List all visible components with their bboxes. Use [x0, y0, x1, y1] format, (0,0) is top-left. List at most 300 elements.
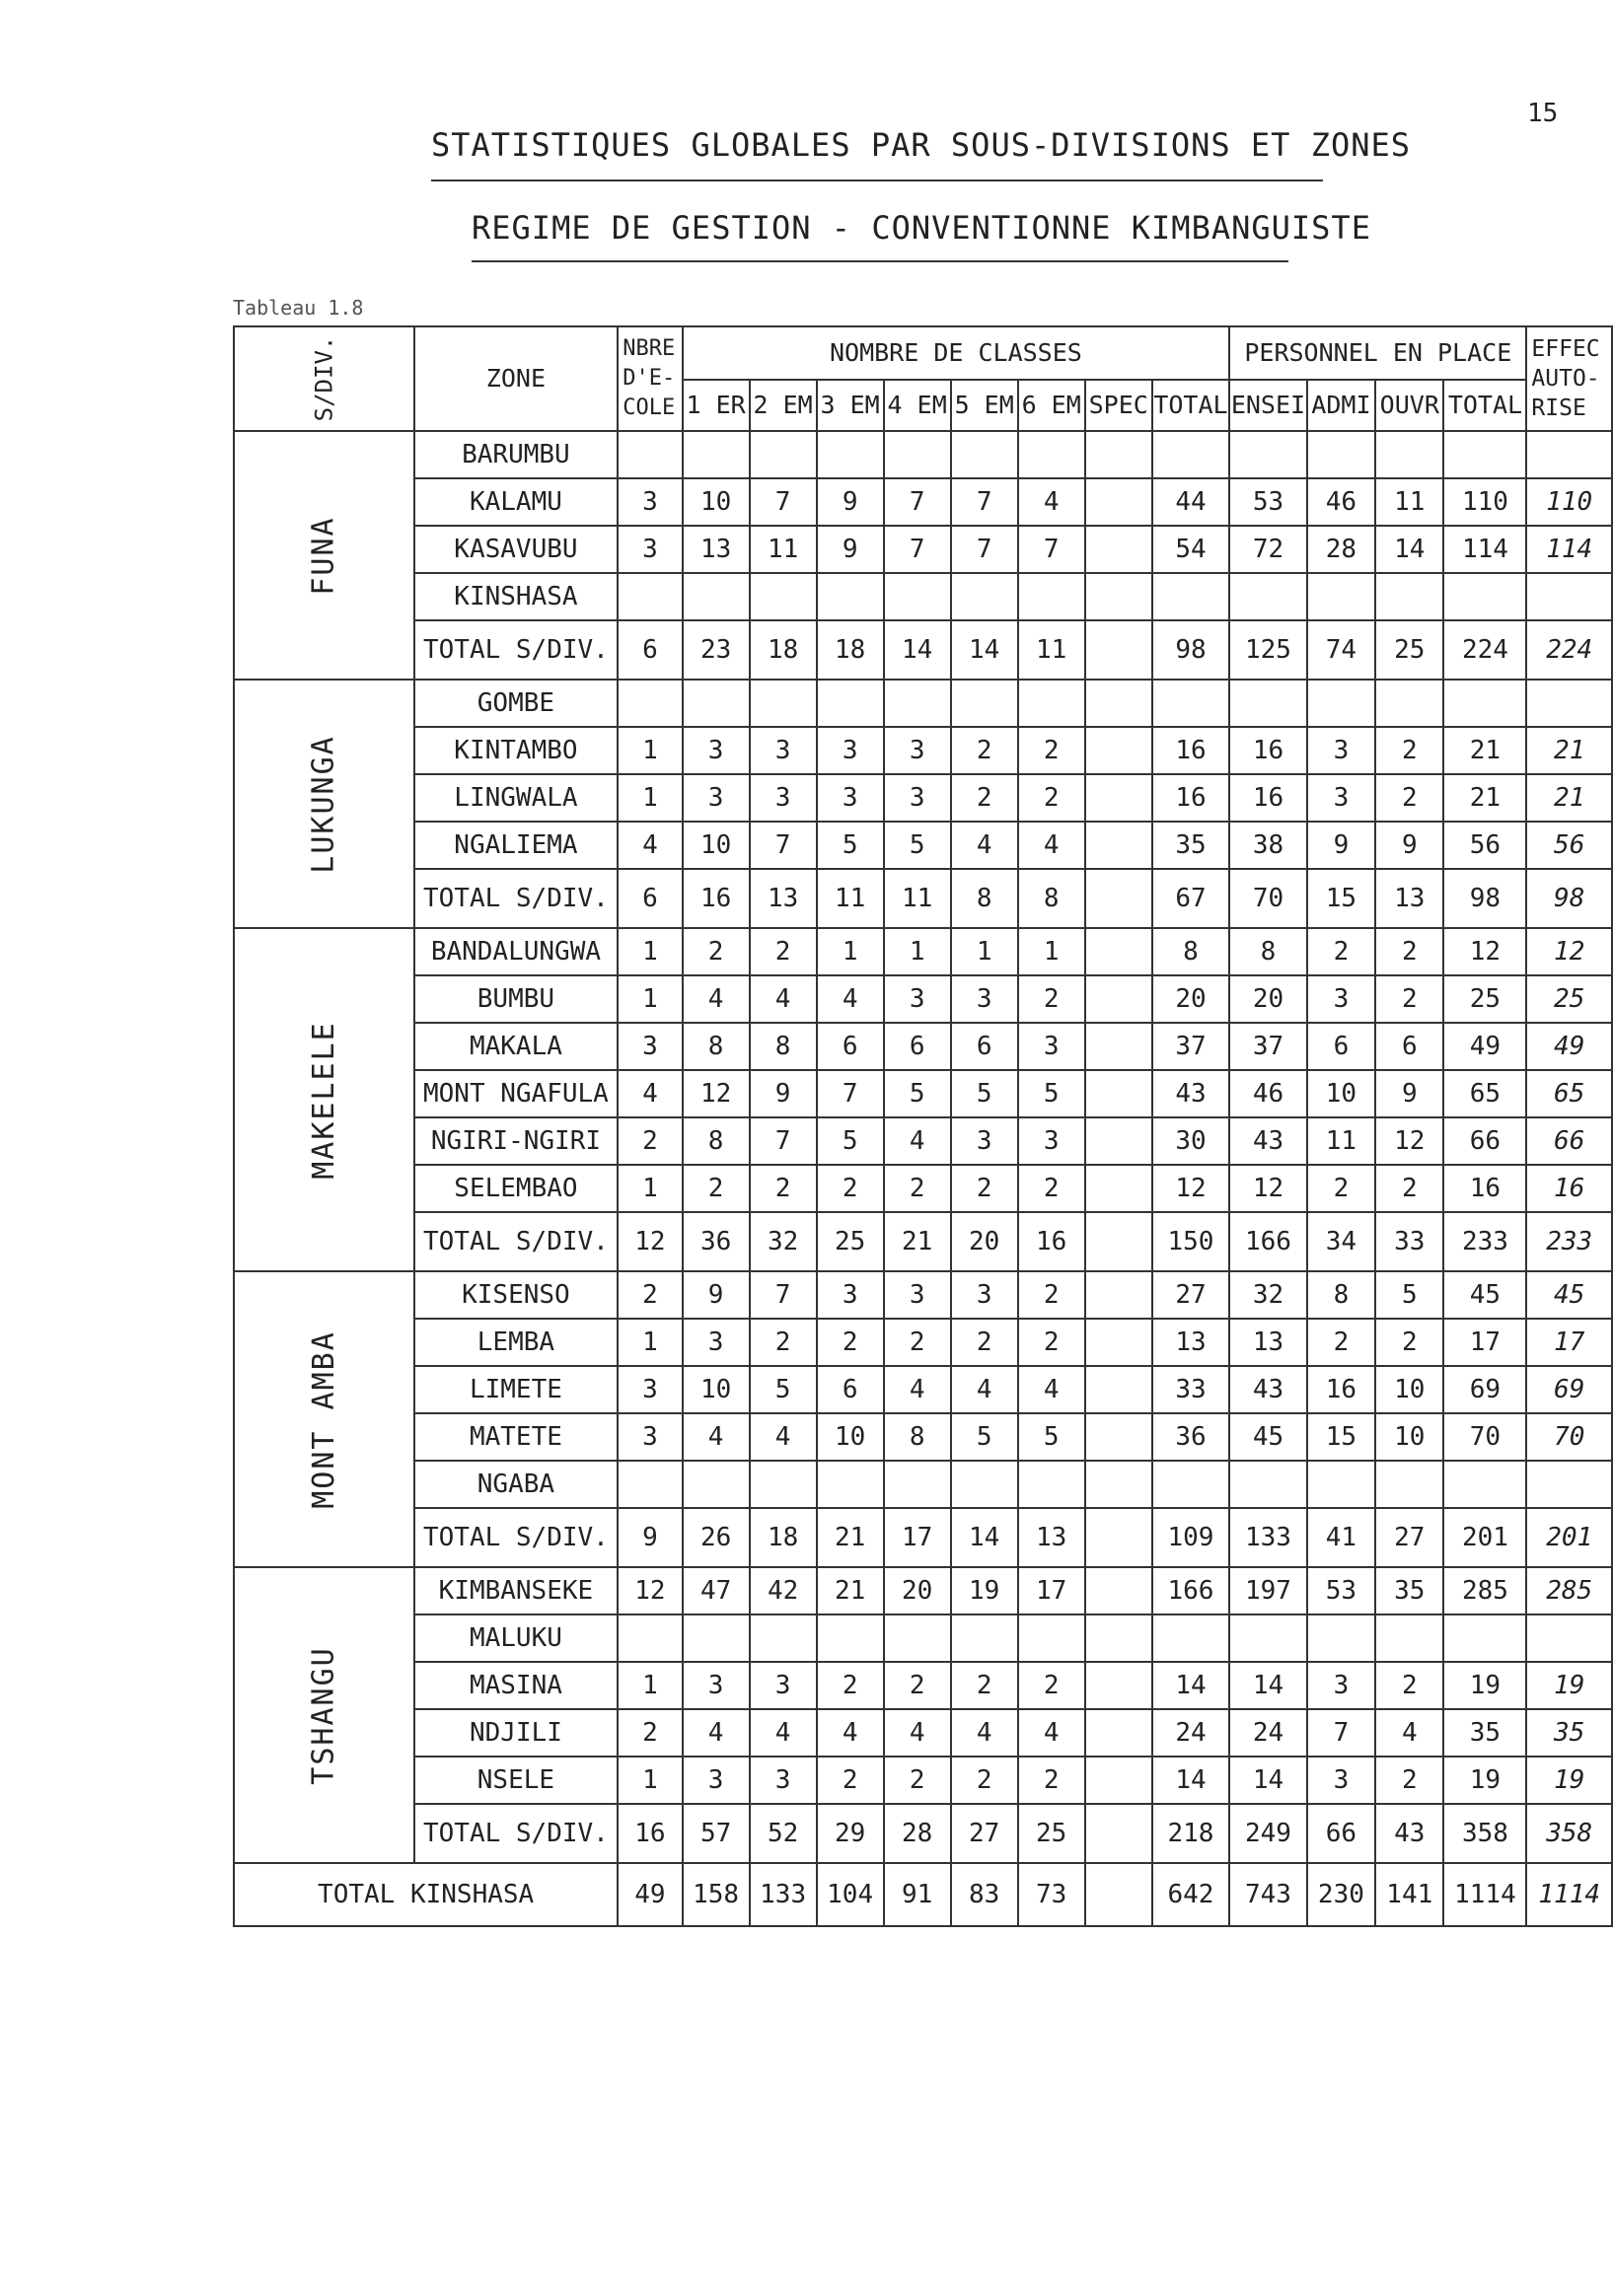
value-cell: 3	[683, 727, 750, 774]
value-cell	[1085, 727, 1152, 774]
value-cell: 7	[750, 1117, 817, 1165]
value-cell: 1	[951, 928, 1018, 975]
value-cell: 24	[1152, 1709, 1230, 1757]
value-cell: 1	[884, 928, 951, 975]
value-cell: 20	[1152, 975, 1230, 1023]
value-cell: 34	[1307, 1212, 1375, 1271]
value-cell: 13	[750, 869, 817, 928]
value-cell: 12	[1443, 928, 1526, 975]
value-cell	[1443, 573, 1526, 620]
value-cell: 2	[1375, 1662, 1443, 1709]
value-cell	[1152, 1614, 1230, 1662]
value-cell	[1085, 1508, 1152, 1567]
value-cell: 6	[618, 620, 682, 680]
subdivision-cell	[234, 431, 414, 680]
value-cell	[683, 680, 750, 727]
effec-cell: 21	[1526, 774, 1612, 822]
zone-name: MAKALA	[414, 1023, 619, 1070]
value-cell: 49	[1443, 1023, 1526, 1070]
class-col-header: 6 EM	[1018, 380, 1085, 431]
value-cell: 14	[951, 1508, 1018, 1567]
table-row	[234, 727, 1612, 774]
table-row	[234, 774, 1612, 822]
table-row	[234, 1567, 1612, 1614]
value-cell: 53	[1229, 478, 1307, 526]
value-cell: 7	[951, 526, 1018, 573]
value-cell	[1229, 573, 1307, 620]
value-cell: 249	[1229, 1804, 1307, 1863]
effec-cell: 35	[1526, 1709, 1612, 1757]
table-row	[234, 1366, 1612, 1413]
value-cell: 70	[1443, 1413, 1526, 1461]
value-cell: 2	[951, 1165, 1018, 1212]
value-cell: 3	[750, 1662, 817, 1709]
effec-cell	[1526, 573, 1612, 620]
value-cell	[1375, 1614, 1443, 1662]
value-cell	[1085, 526, 1152, 573]
value-cell: 7	[951, 478, 1018, 526]
zone-name: LIMETE	[414, 1366, 619, 1413]
value-cell: 98	[1152, 620, 1230, 680]
table-row	[234, 1614, 1612, 1662]
value-cell: 65	[1443, 1070, 1526, 1117]
value-cell: 2	[1375, 1319, 1443, 1366]
class-col-header: 1 ER	[683, 380, 750, 431]
value-cell: 743	[1229, 1863, 1307, 1926]
value-cell	[1018, 573, 1085, 620]
table-row	[234, 1023, 1612, 1070]
table-row	[234, 822, 1612, 869]
effec-cell: 21	[1526, 727, 1612, 774]
value-cell: 1	[618, 1165, 682, 1212]
value-cell: 28	[884, 1804, 951, 1863]
value-cell: 3	[884, 1271, 951, 1319]
value-cell: 73	[1018, 1863, 1085, 1926]
value-cell: 2	[1375, 928, 1443, 975]
value-cell: 46	[1229, 1070, 1307, 1117]
value-cell	[1085, 1413, 1152, 1461]
value-cell: 5	[817, 1117, 884, 1165]
table-row	[234, 928, 1612, 975]
value-cell: 2	[884, 1757, 951, 1804]
value-cell: 8	[1307, 1271, 1375, 1319]
zone-name: KISENSO	[414, 1271, 619, 1319]
value-cell: 2	[750, 928, 817, 975]
value-cell	[951, 680, 1018, 727]
value-cell	[1229, 1461, 1307, 1508]
effec-cell: 69	[1526, 1366, 1612, 1413]
effec-cell: 16	[1526, 1165, 1612, 1212]
value-cell: 7	[884, 478, 951, 526]
value-cell	[1307, 1614, 1375, 1662]
value-cell: 7	[750, 1271, 817, 1319]
personnel-header: PERSONNEL EN PLACE	[1229, 326, 1526, 380]
value-cell: 43	[1152, 1070, 1230, 1117]
subdivision-name: TSHANGU	[306, 1645, 341, 1785]
value-cell: 43	[1375, 1804, 1443, 1863]
effec-cell: 12	[1526, 928, 1612, 975]
value-cell: 2	[884, 1165, 951, 1212]
subdivision-name: FUNA	[306, 515, 341, 596]
grand-total-label: TOTAL KINSHASA	[234, 1863, 618, 1926]
value-cell: 10	[1375, 1366, 1443, 1413]
value-cell: 3	[750, 727, 817, 774]
value-cell: 3	[1018, 1117, 1085, 1165]
value-cell: 2	[951, 1319, 1018, 1366]
value-cell	[817, 680, 884, 727]
value-cell: 2	[750, 1165, 817, 1212]
value-cell: 218	[1152, 1804, 1230, 1863]
value-cell	[750, 680, 817, 727]
value-cell: 43	[1229, 1117, 1307, 1165]
value-cell: 53	[1307, 1567, 1375, 1614]
value-cell: 2	[618, 1709, 682, 1757]
table-row	[234, 1461, 1612, 1508]
value-cell	[1085, 620, 1152, 680]
value-cell: 233	[1443, 1212, 1526, 1271]
value-cell: 1	[618, 774, 682, 822]
value-cell: 52	[750, 1804, 817, 1863]
value-cell: 2	[1375, 1165, 1443, 1212]
value-cell: 49	[618, 1863, 682, 1926]
zone-name: NDJILI	[414, 1709, 619, 1757]
value-cell: 2	[618, 1271, 682, 1319]
value-cell: 133	[1229, 1508, 1307, 1567]
value-cell: 1	[1018, 928, 1085, 975]
value-cell: 133	[750, 1863, 817, 1926]
value-cell: 201	[1443, 1508, 1526, 1567]
value-cell: 35	[1375, 1567, 1443, 1614]
value-cell	[1085, 1366, 1152, 1413]
value-cell: 8	[683, 1117, 750, 1165]
subtotal-row	[234, 1212, 1612, 1271]
value-cell: 104	[817, 1863, 884, 1926]
value-cell: 2	[1018, 774, 1085, 822]
value-cell: 14	[1375, 526, 1443, 573]
table-row	[234, 1070, 1612, 1117]
value-cell: 2	[817, 1757, 884, 1804]
value-cell: 30	[1152, 1117, 1230, 1165]
value-cell	[1085, 774, 1152, 822]
table-row	[234, 478, 1612, 526]
value-cell: 37	[1229, 1023, 1307, 1070]
value-cell: 1	[618, 928, 682, 975]
statistics-table	[233, 325, 1613, 1927]
value-cell: 6	[817, 1366, 884, 1413]
value-cell	[1018, 431, 1085, 478]
value-cell: 47	[683, 1567, 750, 1614]
table-row	[234, 526, 1612, 573]
value-cell: 16	[1152, 774, 1230, 822]
value-cell: 14	[1152, 1662, 1230, 1709]
value-cell: 14	[1152, 1757, 1230, 1804]
effec-cell: 233	[1526, 1212, 1612, 1271]
value-cell: 25	[817, 1212, 884, 1271]
value-cell	[1375, 680, 1443, 727]
value-cell	[1085, 1070, 1152, 1117]
value-cell: 2	[1375, 727, 1443, 774]
subtotal-label: TOTAL S/DIV.	[414, 869, 619, 928]
value-cell	[884, 680, 951, 727]
value-cell: 4	[951, 822, 1018, 869]
value-cell: 25	[1018, 1804, 1085, 1863]
value-cell: 21	[817, 1567, 884, 1614]
value-cell: 4	[1018, 1709, 1085, 1757]
value-cell	[884, 573, 951, 620]
value-cell: 9	[683, 1271, 750, 1319]
value-cell: 3	[1307, 975, 1375, 1023]
value-cell: 7	[1018, 526, 1085, 573]
personnel-col-header: OUVR	[1375, 380, 1443, 431]
value-cell: 7	[1307, 1709, 1375, 1757]
value-cell: 2	[1307, 1319, 1375, 1366]
value-cell: 20	[1229, 975, 1307, 1023]
value-cell: 98	[1443, 869, 1526, 928]
effec-cell: 201	[1526, 1508, 1612, 1567]
value-cell: 5	[951, 1413, 1018, 1461]
value-cell: 6	[1375, 1023, 1443, 1070]
value-cell: 10	[683, 1366, 750, 1413]
value-cell: 4	[683, 1709, 750, 1757]
value-cell: 91	[884, 1863, 951, 1926]
value-cell	[1085, 1662, 1152, 1709]
value-cell	[683, 573, 750, 620]
value-cell: 16	[1443, 1165, 1526, 1212]
value-cell: 3	[683, 774, 750, 822]
zone-name: NGALIEMA	[414, 822, 619, 869]
sdiv-header-label: S/DIV.	[310, 335, 338, 422]
value-cell: 36	[1152, 1413, 1230, 1461]
zone-name: NGABA	[414, 1461, 619, 1508]
value-cell	[1152, 680, 1230, 727]
value-cell: 11	[1018, 620, 1085, 680]
value-cell: 26	[683, 1508, 750, 1567]
value-cell: 7	[817, 1070, 884, 1117]
value-cell: 25	[1375, 620, 1443, 680]
value-cell: 2	[817, 1319, 884, 1366]
value-cell: 20	[951, 1212, 1018, 1271]
effec-cell: 285	[1526, 1567, 1612, 1614]
value-cell: 3	[817, 774, 884, 822]
value-cell: 2	[1018, 1319, 1085, 1366]
value-cell	[951, 1614, 1018, 1662]
value-cell: 2	[1018, 1662, 1085, 1709]
effec-cell: 56	[1526, 822, 1612, 869]
effec-cell: 1114	[1526, 1863, 1612, 1926]
table-row	[234, 1117, 1612, 1165]
value-cell: 2	[1018, 1165, 1085, 1212]
value-cell: 3	[884, 774, 951, 822]
nbre-ecole-header: NBRE D'E-COLE	[618, 326, 682, 431]
value-cell: 83	[951, 1863, 1018, 1926]
effec-cell: 45	[1526, 1271, 1612, 1319]
value-cell: 5	[750, 1366, 817, 1413]
value-cell: 18	[817, 620, 884, 680]
value-cell: 16	[1018, 1212, 1085, 1271]
value-cell	[1085, 869, 1152, 928]
value-cell	[1443, 680, 1526, 727]
value-cell: 4	[884, 1709, 951, 1757]
value-cell: 10	[683, 822, 750, 869]
value-cell: 8	[1229, 928, 1307, 975]
value-cell: 18	[750, 1508, 817, 1567]
value-cell	[1085, 975, 1152, 1023]
effec-cell: 70	[1526, 1413, 1612, 1461]
value-cell	[618, 431, 682, 478]
value-cell: 27	[1375, 1508, 1443, 1567]
value-cell: 3	[884, 975, 951, 1023]
value-cell: 4	[817, 1709, 884, 1757]
value-cell	[1085, 928, 1152, 975]
value-cell: 46	[1307, 478, 1375, 526]
zone-name: LINGWALA	[414, 774, 619, 822]
value-cell	[1085, 1614, 1152, 1662]
value-cell: 27	[951, 1804, 1018, 1863]
value-cell	[951, 1461, 1018, 1508]
value-cell: 2	[1375, 975, 1443, 1023]
value-cell: 24	[1229, 1709, 1307, 1757]
table-row	[234, 975, 1612, 1023]
table-row	[234, 1271, 1612, 1319]
value-cell: 14	[884, 620, 951, 680]
value-cell: 150	[1152, 1212, 1230, 1271]
personnel-col-header: ADMI	[1307, 380, 1375, 431]
value-cell: 1	[618, 1319, 682, 1366]
page-title: STATISTIQUES GLOBALES PAR SOUS-DIVISIONS ET ZONES	[431, 126, 1412, 164]
value-cell	[1307, 431, 1375, 478]
table-row	[234, 1757, 1612, 1804]
value-cell: 17	[884, 1508, 951, 1567]
value-cell: 13	[1152, 1319, 1230, 1366]
value-cell: 13	[683, 526, 750, 573]
value-cell: 33	[1152, 1366, 1230, 1413]
value-cell	[683, 1461, 750, 1508]
zone-name: KASAVUBU	[414, 526, 619, 573]
value-cell	[884, 1614, 951, 1662]
value-cell: 29	[817, 1804, 884, 1863]
class-col-header: TOTAL	[1152, 380, 1230, 431]
value-cell: 5	[817, 822, 884, 869]
value-cell: 2	[683, 928, 750, 975]
value-cell: 70	[1229, 869, 1307, 928]
value-cell: 14	[1229, 1757, 1307, 1804]
table-row	[234, 1709, 1612, 1757]
zone-name: MALUKU	[414, 1614, 619, 1662]
value-cell	[750, 1614, 817, 1662]
value-cell	[1307, 1461, 1375, 1508]
value-cell: 8	[1018, 869, 1085, 928]
subdivision-name: MONT AMBA	[306, 1329, 341, 1509]
subtitle-underline	[472, 260, 1288, 262]
value-cell: 9	[618, 1508, 682, 1567]
value-cell	[1229, 431, 1307, 478]
personnel-col-header: ENSEI	[1229, 380, 1307, 431]
value-cell: 642	[1152, 1863, 1230, 1926]
value-cell: 2	[1307, 928, 1375, 975]
effec-cell: 224	[1526, 620, 1612, 680]
value-cell: 20	[884, 1567, 951, 1614]
value-cell: 1	[618, 1662, 682, 1709]
value-cell	[683, 1614, 750, 1662]
value-cell: 23	[683, 620, 750, 680]
value-cell: 10	[1375, 1413, 1443, 1461]
value-cell: 4	[1018, 478, 1085, 526]
value-cell: 3	[618, 1023, 682, 1070]
value-cell: 1114	[1443, 1863, 1526, 1926]
value-cell	[884, 431, 951, 478]
value-cell: 166	[1229, 1212, 1307, 1271]
zone-name: KINSHASA	[414, 573, 619, 620]
value-cell: 6	[817, 1023, 884, 1070]
value-cell	[1085, 822, 1152, 869]
value-cell: 9	[1375, 822, 1443, 869]
value-cell: 19	[1443, 1662, 1526, 1709]
value-cell: 21	[817, 1508, 884, 1567]
value-cell: 15	[1307, 869, 1375, 928]
value-cell: 11	[750, 526, 817, 573]
effec-cell: 19	[1526, 1662, 1612, 1709]
value-cell: 166	[1152, 1567, 1230, 1614]
zone-header: ZONE	[414, 326, 619, 431]
subtotal-row	[234, 620, 1612, 680]
value-cell	[683, 431, 750, 478]
value-cell	[1375, 1461, 1443, 1508]
value-cell: 3	[951, 1117, 1018, 1165]
value-cell: 12	[618, 1567, 682, 1614]
value-cell: 56	[1443, 822, 1526, 869]
value-cell: 3	[618, 1366, 682, 1413]
value-cell: 4	[1375, 1709, 1443, 1757]
value-cell	[618, 573, 682, 620]
value-cell: 12	[683, 1070, 750, 1117]
value-cell	[951, 573, 1018, 620]
value-cell: 4	[884, 1117, 951, 1165]
value-cell: 16	[1229, 727, 1307, 774]
value-cell	[1085, 1461, 1152, 1508]
value-cell: 2	[1375, 1757, 1443, 1804]
value-cell: 16	[618, 1804, 682, 1863]
value-cell	[1085, 1165, 1152, 1212]
value-cell	[1085, 1212, 1152, 1271]
value-cell	[1085, 1319, 1152, 1366]
effec-cell: 66	[1526, 1117, 1612, 1165]
value-cell: 8	[750, 1023, 817, 1070]
zone-name: MASINA	[414, 1662, 619, 1709]
value-cell: 17	[1018, 1567, 1085, 1614]
class-col-header: 3 EM	[817, 380, 884, 431]
value-cell: 125	[1229, 620, 1307, 680]
zone-name: MATETE	[414, 1413, 619, 1461]
value-cell: 32	[750, 1212, 817, 1271]
value-cell: 2	[618, 1117, 682, 1165]
value-cell: 10	[817, 1413, 884, 1461]
subtotal-label: TOTAL S/DIV.	[414, 1508, 619, 1567]
value-cell: 11	[1307, 1117, 1375, 1165]
value-cell: 2	[817, 1662, 884, 1709]
effec-cell	[1526, 1461, 1612, 1508]
value-cell: 141	[1375, 1863, 1443, 1926]
value-cell	[1307, 573, 1375, 620]
subtotal-row	[234, 1804, 1612, 1863]
value-cell: 69	[1443, 1366, 1526, 1413]
value-cell: 44	[1152, 478, 1230, 526]
value-cell: 8	[951, 869, 1018, 928]
value-cell: 3	[618, 1413, 682, 1461]
value-cell: 2	[951, 1662, 1018, 1709]
value-cell: 4	[683, 1413, 750, 1461]
personnel-col-header: TOTAL	[1443, 380, 1526, 431]
effec-cell: 98	[1526, 869, 1612, 928]
